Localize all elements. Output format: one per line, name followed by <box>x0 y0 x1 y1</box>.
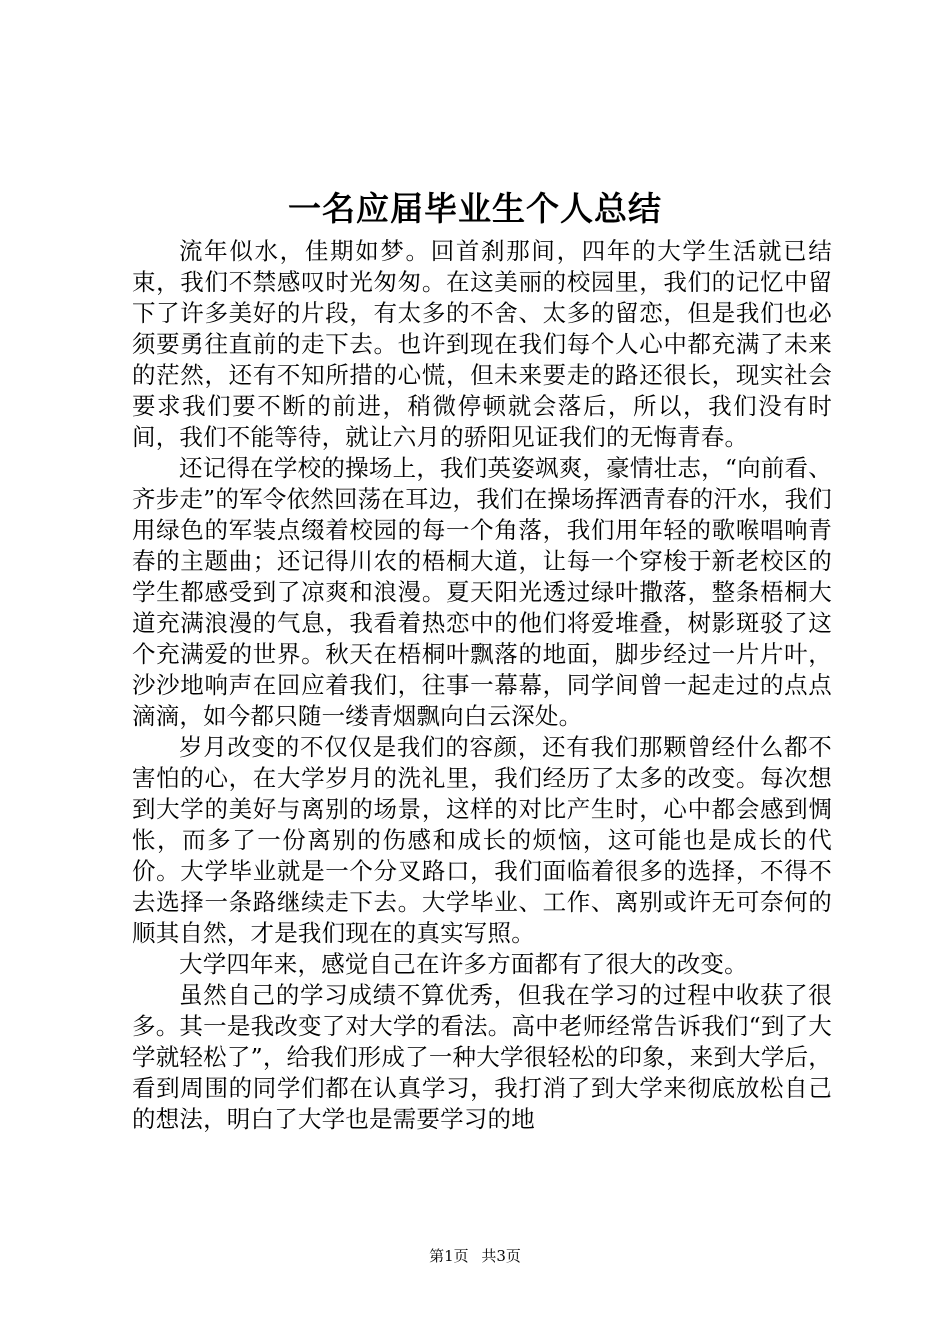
page-number: 第1页 <box>429 1247 469 1265</box>
paragraph-4: 大学四年来，感觉自己在许多方面都有了很大的改变。 <box>179 950 748 978</box>
document-title: 一名应届毕业生个人总结 <box>288 189 662 228</box>
paragraph-1: 流年似水，佳期如梦。回首刹那间，四年的大学生活就已结束，我们不禁感叹时光匆匆。在这美丽的校园里，我们的记忆中留下了许多美好的片段，有太多的不舍、太多的留恋，但是我们也必须要勇往直前的走下去。也许到现在我们每个人心中都充满了未来的茫然，还有不知所措的心慌，但未来要走的路还很长，现实社会要求我们要不断的前进，稍微停顿就会落后，所以，我们没有时间，我们不能等待，就让六月的骄阳见证我们的无悔青春。 <box>132 237 832 451</box>
paragraph-5: 虽然自己的学习成绩不算优秀，但我在学习的过程中收获了很多。其一是我改变了对大学的看法。高中老师经常告诉我们“到了大学就轻松了”，给我们形成了一种大学很轻松的印象，来到大学后，看到周围的同学们都在认真学习，我打消了到大学来彻底放松自己的想法，明白了大学也是需要学习的地 <box>132 981 832 1133</box>
paragraph-3: 岁月改变的不仅仅是我们的容颜，还有我们那颗曾经什么都不害怕的心，在大学岁月的洗礼里，我们经历了太多的改变。每次想到大学的美好与离别的场景，这样的对比产生时，心中都会感到惆怅，而多了一份离别的伤感和成长的烦恼，这可能也是成长的代价。大学毕业就是一个分叉路口，我们面临着很多的选择，不得不去选择一条路继续走下去。大学毕业、工作、离别或许无可奈何的顺其自然，才是我们现在的真实写照。 <box>132 733 832 947</box>
paragraph-2: 还记得在学校的操场上，我们英姿飒爽，豪情壮志，“向前看、齐步走”的军令依然回荡在耳边，我们在操场挥洒青春的汗水，我们用绿色的军装点缀着校园的每一个角落，我们用年轻的歌喉唱响青春的主题曲；还记得川农的梧桐大道，让每一个穿梭于新老校区的学生都感受到了凉爽和浪漫。夏天阳光透过绿叶撒落，整条梧桐大道充满浪漫的气息，我看着热恋中的他们将爱堆叠，树影斑驳了这个充满爱的世界。秋天在梧桐叶飘落的地面，脚步经过一片片叶，沙沙地响声在回应着我们，往事一幕幕，同学间曾一起走过的点点滴滴，如今都只随一缕青烟飘向白云深处。 <box>132 454 832 730</box>
page-total: 共3页 <box>481 1247 521 1265</box>
document-body <box>132 236 832 1186</box>
page-footer <box>0 1246 950 1266</box>
